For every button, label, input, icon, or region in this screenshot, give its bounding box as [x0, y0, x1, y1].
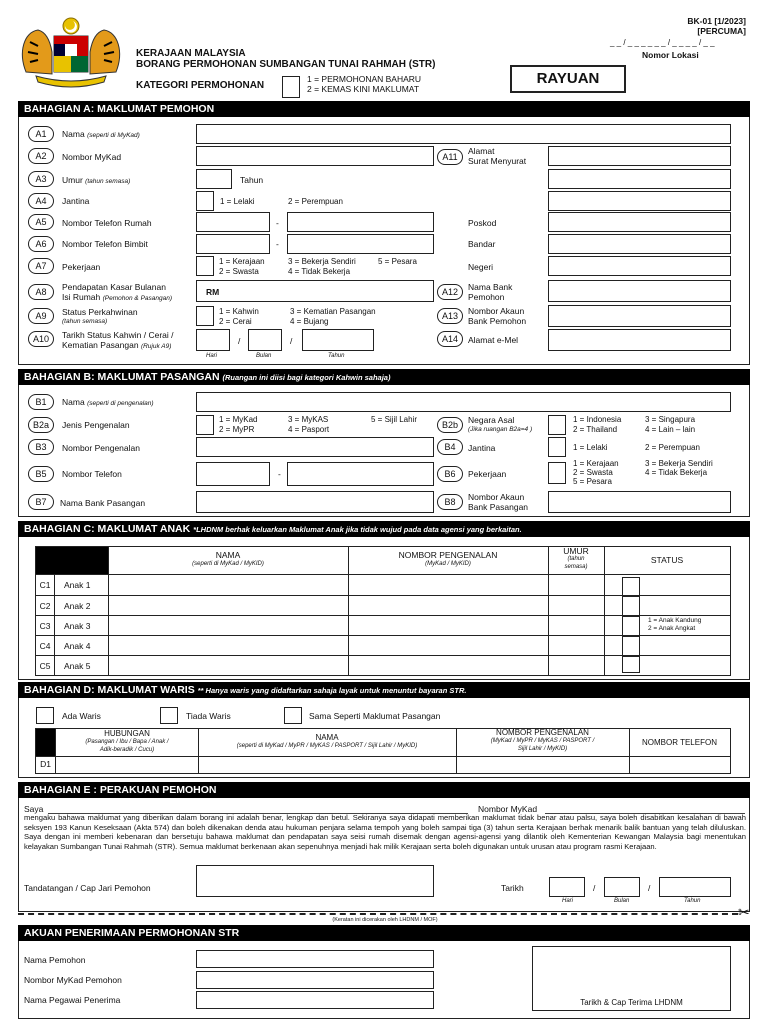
anak-nama-cell[interactable]	[109, 636, 348, 656]
anak-nama-cell[interactable]	[109, 575, 348, 595]
a4-opt2: 2 = Perempuan	[288, 197, 343, 206]
c-status-opt2: 2 = Anak Angkat	[648, 625, 696, 632]
a8-rm: RM	[206, 287, 220, 297]
anak-status-cell[interactable]	[622, 656, 640, 676]
code-a6: A6	[28, 236, 54, 252]
anak-row-label: Anak 3	[64, 621, 91, 631]
e-declaration-text: mengaku bahawa maklumat yang diberikan dalam borang ini adalah benar, lengkap dan betul. Sekiranya saya didapati memberikan maklumat tidak benar atau palsu, saya boleh disabitkan kesalahan di bawah seksyen 193 Kanun Keseksaan (Akta 574) dan boleh dikenakan denda atau hukuman penjara selama tempoh yang boleh sampai tiga (3) tahun serta Kerajaan berhak menarik balik bantuan yang telah diluluskan. Saya dengan ini memberi kebenaran dan bersetuju bahawa maklumat dan pendapatan saya seisi rumah disemak dengan agensi-agensi yang dilantik oleh Kementerian Kewangan Malaysia bagi menentukan kelayakan Sumbangan Tunai Rahmah (STR). Semua maklumat berkenaan akan sepenuhnya menjadi hak milik Kerajaan serta boleh digunakan untuk urusan atau program rasmi Kerajaan.	[24, 813, 746, 851]
bandar-label: Bandar	[468, 239, 496, 249]
b8-akaun-input[interactable]	[548, 491, 731, 513]
anak-nombor-cell[interactable]	[349, 616, 548, 636]
section-c-note: *LHDNM berhak keluarkan Maklumat Anak jika tidak wujud pada data agensi yang berkaitan.	[193, 525, 522, 534]
code-a12: A12	[437, 284, 463, 300]
code-b2b: B2b	[437, 417, 463, 433]
section-e-title: BAHAGIAN E : PERAKUAN PEMOHON	[18, 782, 750, 798]
rayuan-box: RAYUAN	[510, 65, 626, 93]
a1-label: Nama	[62, 129, 85, 139]
a9-opt4: 4 = Bujang	[290, 316, 329, 326]
section-c-title-text: BAHAGIAN C: MAKLUMAT ANAK	[24, 523, 191, 535]
code-a2: A2	[28, 148, 54, 164]
waris-table	[35, 728, 731, 774]
nomor-lokasi-label: Nomor Lokasi	[642, 50, 699, 60]
code-a7: A7	[28, 258, 54, 274]
a6-number-input[interactable]	[287, 234, 434, 254]
anak-row-label: Anak 5	[64, 661, 91, 671]
a10-tahun: Tahun	[328, 353, 345, 359]
c-h-nama-note: (seperti di MyKad / MyKID)	[192, 561, 264, 567]
code-b1: B1	[28, 394, 54, 410]
a11-alamat-line3[interactable]	[548, 191, 731, 211]
e-tahun-input[interactable]	[659, 877, 731, 897]
anak-umur-cell[interactable]	[549, 656, 604, 676]
e-hari-input[interactable]	[549, 877, 585, 897]
a11-alamat-line1[interactable]	[548, 146, 731, 166]
a7-label: Pekerjaan	[62, 262, 101, 272]
table-row	[36, 575, 730, 595]
e-hari: Hari	[562, 898, 574, 904]
b7-label: Nama Bank Pasangan	[60, 498, 146, 508]
c-h-nama: NAMA	[215, 550, 241, 560]
c-h-status: STATUS	[650, 555, 684, 565]
anak-umur-cell[interactable]	[549, 575, 604, 595]
code-a10: A10	[28, 331, 54, 347]
b2b-opt1: 1 = Indonesia	[573, 415, 622, 424]
table-row	[36, 615, 730, 635]
a6-dash: -	[276, 239, 279, 249]
b6-label: Pekerjaan	[468, 469, 507, 479]
anak-nama-cell[interactable]	[109, 596, 348, 616]
anak-row-code: C2	[39, 601, 51, 611]
scissors-icon: ✂	[738, 904, 750, 920]
a6-label: Nombor Telefon Bimbit	[62, 239, 148, 249]
b2a-opt5: 5 = Sijil Lahir	[371, 415, 418, 424]
a10-note: (Rujuk A9)	[140, 343, 172, 350]
a10-bulan-input[interactable]	[248, 329, 282, 351]
ada-waris-checkbox[interactable]	[36, 707, 54, 724]
c-status-opt1: 1 = Anak Kandung	[648, 617, 702, 624]
b6-pekerjaan-box[interactable]	[548, 462, 566, 484]
kategori-opt1: 1 = PERMOHONAN BAHARU	[307, 74, 422, 84]
b2a-opt2: 2 = MyPR	[219, 424, 255, 434]
akuan-cap-label: Tarikh & Cap Terima LHDNM	[580, 998, 683, 1007]
section-d-title-text: BAHAGIAN D: MAKLUMAT WARIS	[24, 684, 195, 696]
percuma-label: [PERCUMA]	[697, 26, 746, 36]
b6-opt4: 4 = Tidak Bekerja	[645, 468, 708, 477]
code-a5: A5	[28, 214, 54, 230]
d-h-nom-note1: (MyKad / MyPR / MyKAS / PASPORT /	[490, 738, 595, 744]
sama-pasangan-checkbox[interactable]	[284, 707, 302, 724]
a13-label2: Bank Pemohon	[468, 316, 527, 326]
section-akuan-title: AKUAN PENERIMAAN PERMOHONAN STR	[18, 925, 750, 941]
code-b5: B5	[28, 466, 54, 482]
code-a8: A8	[28, 284, 54, 300]
a1-nama-input[interactable]	[196, 124, 731, 144]
anak-table-corner	[36, 547, 108, 574]
b2b-label: Negara Asal	[468, 415, 515, 425]
a8-note: (Pemohon & Pasangan)	[102, 295, 173, 302]
a7-opt3: 3 = Bekerja Sendiri	[288, 257, 356, 266]
a9-opt2: 2 = Cerai	[219, 316, 252, 326]
b2a-opt4: 4 = Pasport	[288, 424, 330, 434]
akuan-nama-input[interactable]	[196, 950, 434, 968]
kategori-checkbox[interactable]	[282, 76, 300, 98]
d-h-tel: NOMBOR TELEFON	[642, 738, 717, 747]
b2b-opt4: 4 = Lain – lain	[645, 424, 696, 434]
a4-opt1: 1 = Lelaki	[220, 197, 255, 206]
a8-label2: Isi Rumah	[62, 292, 101, 302]
anak-umur-cell[interactable]	[549, 616, 604, 636]
anak-row-code: C3	[39, 621, 51, 631]
akuan-nama-label: Nama Pemohon	[24, 955, 86, 965]
b4-label: Jantina	[468, 443, 496, 453]
anak-table	[35, 546, 731, 676]
a2-mykad-input[interactable]	[196, 146, 434, 166]
code-a11: A11	[437, 149, 463, 165]
table-row	[36, 655, 730, 675]
b5-number-input[interactable]	[287, 462, 434, 486]
akuan-mykad-input[interactable]	[196, 971, 434, 989]
a8-label1: Pendapatan Kasar Bulanan	[62, 282, 166, 292]
anak-nombor-cell[interactable]	[349, 596, 548, 616]
a7-pekerjaan-box[interactable]	[196, 256, 214, 276]
b5-dash: -	[278, 469, 281, 479]
negeri-label: Negeri	[468, 262, 494, 272]
kategori-label: KATEGORI PERMOHONAN	[136, 80, 265, 91]
anak-row-code: C1	[39, 580, 51, 590]
header-gov: KERAJAAN MALAYSIA	[136, 48, 246, 59]
b2a-label: Jenis Pengenalan	[62, 420, 130, 430]
section-d-note: ** Hanya waris yang didaftarkan sahaja layak untuk menuntut bayaran STR.	[197, 686, 467, 695]
a10-slash2: /	[290, 336, 293, 346]
anak-status-cell[interactable]	[622, 575, 640, 595]
code-a14: A14	[437, 331, 463, 347]
code-b4: B4	[437, 439, 463, 455]
b2a-opt3: 3 = MyKAS	[288, 415, 329, 424]
a5-prefix-input[interactable]	[196, 212, 270, 232]
a13-label1: Nombor Akaun	[468, 306, 525, 316]
e-tandatangan-label: Tandatangan / Cap Jari Pemohon	[24, 883, 151, 893]
e-signature-box[interactable]	[196, 865, 434, 897]
anak-nama-cell[interactable]	[109, 616, 348, 636]
section-b-title-text: BAHAGIAN B: MAKLUMAT PASANGAN	[24, 371, 220, 383]
b2a-jenis-box[interactable]	[196, 415, 214, 435]
a12-label1: Nama Bank	[468, 282, 513, 292]
d-h-nom: NOMBOR PENGENALAN	[496, 728, 589, 737]
b5-label: Nombor Telefon	[62, 469, 122, 479]
kategori-opt2: 2 = KEMAS KINI MAKLUMAT	[307, 83, 420, 94]
c-h-umur-note1: (tahun	[567, 556, 585, 562]
a4-label: Jantina	[62, 196, 90, 206]
d1-nama-cell[interactable]	[199, 757, 456, 773]
b2b-opt2: 2 = Thailand	[573, 424, 618, 434]
b7-bank-input[interactable]	[196, 491, 434, 513]
a8-pendapatan-input[interactable]	[196, 280, 434, 302]
a1-note: (seperti di MyKad)	[87, 132, 140, 139]
e-slash1: /	[593, 883, 596, 893]
b4-opt1: 1 = Lelaki	[573, 443, 608, 452]
poskod-input[interactable]	[548, 212, 731, 232]
anak-status-cell[interactable]	[622, 596, 640, 616]
d1-telefon-cell[interactable]	[630, 757, 730, 773]
d1-nombor-cell[interactable]	[457, 757, 629, 773]
anak-row-label: Anak 1	[64, 580, 91, 590]
b2b-note: (Jika ruangan B2a=4 )	[468, 426, 533, 433]
code-a4: A4	[28, 193, 54, 209]
poskod-label: Poskod	[468, 218, 497, 228]
anak-nombor-cell[interactable]	[349, 656, 548, 676]
table-row	[36, 595, 730, 615]
code-b6: B6	[437, 466, 463, 482]
a5-dash: -	[276, 218, 279, 228]
a4-jantina-box[interactable]	[196, 191, 214, 211]
anak-status-cell[interactable]	[622, 616, 640, 636]
b5-prefix-input[interactable]	[196, 462, 270, 486]
e-bulan: Bulan	[614, 898, 630, 904]
waris-corner	[36, 729, 55, 756]
d-h-hub-note1: (Pasangan / Ibu / Bapa / Anak /	[85, 739, 169, 745]
a10-bulan: Bulan	[256, 353, 272, 359]
sama-pasangan-label: Sama Seperti Maklumat Pasangan	[309, 711, 441, 721]
code-a3: A3	[28, 171, 54, 187]
a10-hari-input[interactable]	[196, 329, 230, 351]
b6-opt3: 3 = Bekerja Sendiri	[645, 459, 713, 468]
anak-row-label: Anak 2	[64, 601, 91, 611]
anak-rows	[36, 575, 730, 675]
e-tahun: Tahun	[684, 898, 701, 904]
a9-opt1: 1 = Kahwin	[219, 307, 259, 316]
code-b2a: B2a	[28, 417, 54, 433]
akuan-pegawai-input[interactable]	[196, 991, 434, 1009]
c-h-nombor: NOMBOR PENGENALAN	[398, 550, 498, 560]
a5-number-input[interactable]	[287, 212, 434, 232]
anak-row-code: C4	[39, 641, 51, 651]
b1-label: Nama	[62, 397, 85, 407]
a10-hari: Hari	[206, 353, 218, 359]
a5-label: Nombor Telefon Rumah	[62, 218, 152, 228]
b1-note: (seperti di pengenalan)	[87, 400, 154, 407]
a14-label: Alamat e-Mel	[468, 335, 519, 345]
a9-opt3: 3 = Kematian Pasangan	[290, 307, 376, 316]
tiada-waris-label: Tiada Waris	[186, 711, 231, 721]
a10-tahun-input[interactable]	[302, 329, 374, 351]
a3-label: Umur	[62, 175, 83, 185]
b4-jantina-box[interactable]	[548, 437, 566, 457]
e-bulan-input[interactable]	[604, 877, 640, 897]
ada-waris-label: Ada Waris	[62, 711, 101, 721]
b2b-negara-box[interactable]	[548, 415, 566, 435]
c-h-umur: UMUR	[563, 546, 589, 556]
anak-row-code: C5	[39, 661, 51, 671]
code-a9: A9	[28, 308, 54, 324]
code-b8: B8	[437, 494, 463, 510]
a9-status-box[interactable]	[196, 306, 214, 326]
a14-email-input[interactable]	[548, 329, 731, 351]
cut-note: (Keratan ini dicerakan oleh LHDNM / MOF)	[332, 917, 438, 923]
section-b-title	[18, 369, 750, 385]
a12-label2: Pemohon	[468, 292, 505, 302]
b1-nama-input[interactable]	[196, 392, 731, 412]
a13-akaun-input[interactable]	[548, 305, 731, 327]
akuan-mykad-label: Nombor MyKad Pemohon	[24, 975, 122, 985]
anak-umur-cell[interactable]	[549, 596, 604, 616]
header-title: BORANG PERMOHONAN SUMBANGAN TUNAI RAHMAH (STR)	[136, 59, 436, 70]
anak-nama-cell[interactable]	[109, 656, 348, 676]
table-row	[36, 635, 730, 655]
anak-status-cell[interactable]	[622, 636, 640, 656]
d-h-hub: HUBUNGAN	[104, 729, 150, 738]
section-c-title	[18, 521, 750, 537]
a7-opt2: 2 = Swasta	[219, 266, 259, 276]
a10-slash1: /	[238, 336, 241, 346]
cut-line	[18, 913, 738, 915]
code-a1: A1	[28, 126, 54, 142]
section-a-title: BAHAGIAN A: MAKLUMAT PEMOHON	[18, 101, 750, 117]
b4-opt2: 2 = Perempuan	[645, 443, 700, 452]
d1-code: D1	[40, 759, 51, 769]
e-slash2: /	[648, 883, 651, 893]
a10-label2: Kematian Pasangan	[62, 340, 139, 350]
code-b3: B3	[28, 439, 54, 455]
a10-label1: Tarikh Status Kahwin / Cerai /	[62, 330, 174, 340]
b8-label1: Nombor Akaun	[468, 492, 525, 502]
c-h-umur-note2: semasa)	[564, 564, 588, 570]
d-h-nama: NAMA	[315, 733, 339, 742]
a6-prefix-input[interactable]	[196, 234, 270, 254]
b2a-opt1: 1 = MyKad	[219, 415, 258, 424]
e-nombor-mykad: Nombor MyKad	[478, 804, 538, 814]
anak-nombor-cell[interactable]	[349, 636, 548, 656]
e-saya: Saya	[24, 804, 44, 814]
b8-label2: Bank Pasangan	[468, 502, 529, 512]
anak-nombor-cell[interactable]	[349, 575, 548, 595]
b3-pengenalan-input[interactable]	[196, 437, 434, 457]
code-a13: A13	[437, 308, 463, 324]
a7-opt1: 1 = Kerajaan	[219, 257, 265, 266]
b3-label: Nombor Pengenalan	[62, 443, 140, 453]
a9-note: (tahun semasa)	[62, 318, 108, 325]
d-h-hub-note2: Adik-beradik / Cucu)	[99, 747, 155, 753]
tiada-waris-checkbox[interactable]	[160, 707, 178, 724]
b6-opt1: 1 = Kerajaan	[573, 459, 619, 468]
d-h-nom-note2: Sijil Lahir / MyKID)	[517, 746, 568, 752]
form-code: BK-01 [1/2023]	[687, 16, 746, 26]
d-h-nama-note: (seperti di MyKad / MyPR / MyKAS / PASPORT / Sijil Lahir / MyKID)	[236, 743, 418, 749]
akuan-pegawai-label: Nama Pegawai Penerima	[24, 995, 121, 1005]
a3-umur-input[interactable]	[196, 169, 232, 189]
section-d-title	[18, 682, 750, 698]
anak-umur-cell[interactable]	[549, 636, 604, 656]
code-b7: B7	[28, 494, 54, 510]
b6-opt5: 5 = Pesara	[573, 477, 612, 486]
bandar-input[interactable]	[548, 234, 731, 254]
negeri-input[interactable]	[548, 256, 731, 276]
a7-opt4: 4 = Tidak Bekerja	[288, 266, 351, 276]
a11-label2: Surat Menyurat	[468, 156, 527, 166]
a9-label: Status Perkahwinan	[62, 307, 138, 317]
a11-label1: Alamat	[468, 146, 495, 156]
nomor-lokasi-field[interactable]: _ _ / _ _ _ _ _ _ / _ _ _ _ / _ _	[610, 38, 715, 47]
a11-alamat-line2[interactable]	[548, 169, 731, 189]
a2-label: Nombor MyKad	[62, 152, 122, 162]
anak-row-label: Anak 4	[64, 641, 91, 651]
c-h-nombor-note: (MyKad / MyKID)	[425, 561, 471, 567]
a3-note: (tahun semasa)	[85, 178, 131, 185]
section-b-note: (Ruangan ini diisi bagi kategori Kahwin sahaja)	[222, 373, 391, 382]
b2b-opt3: 3 = Singapura	[645, 415, 696, 424]
malaysia-crest-logo	[16, 12, 126, 92]
b6-opt2: 2 = Swasta	[573, 468, 613, 477]
e-tarikh-label: Tarikh	[501, 883, 524, 893]
a3-tahun: Tahun	[240, 175, 264, 185]
d1-hubungan-cell[interactable]	[56, 757, 198, 773]
a7-opt5: 5 = Pesara	[378, 257, 417, 266]
a12-bank-input[interactable]	[548, 280, 731, 302]
